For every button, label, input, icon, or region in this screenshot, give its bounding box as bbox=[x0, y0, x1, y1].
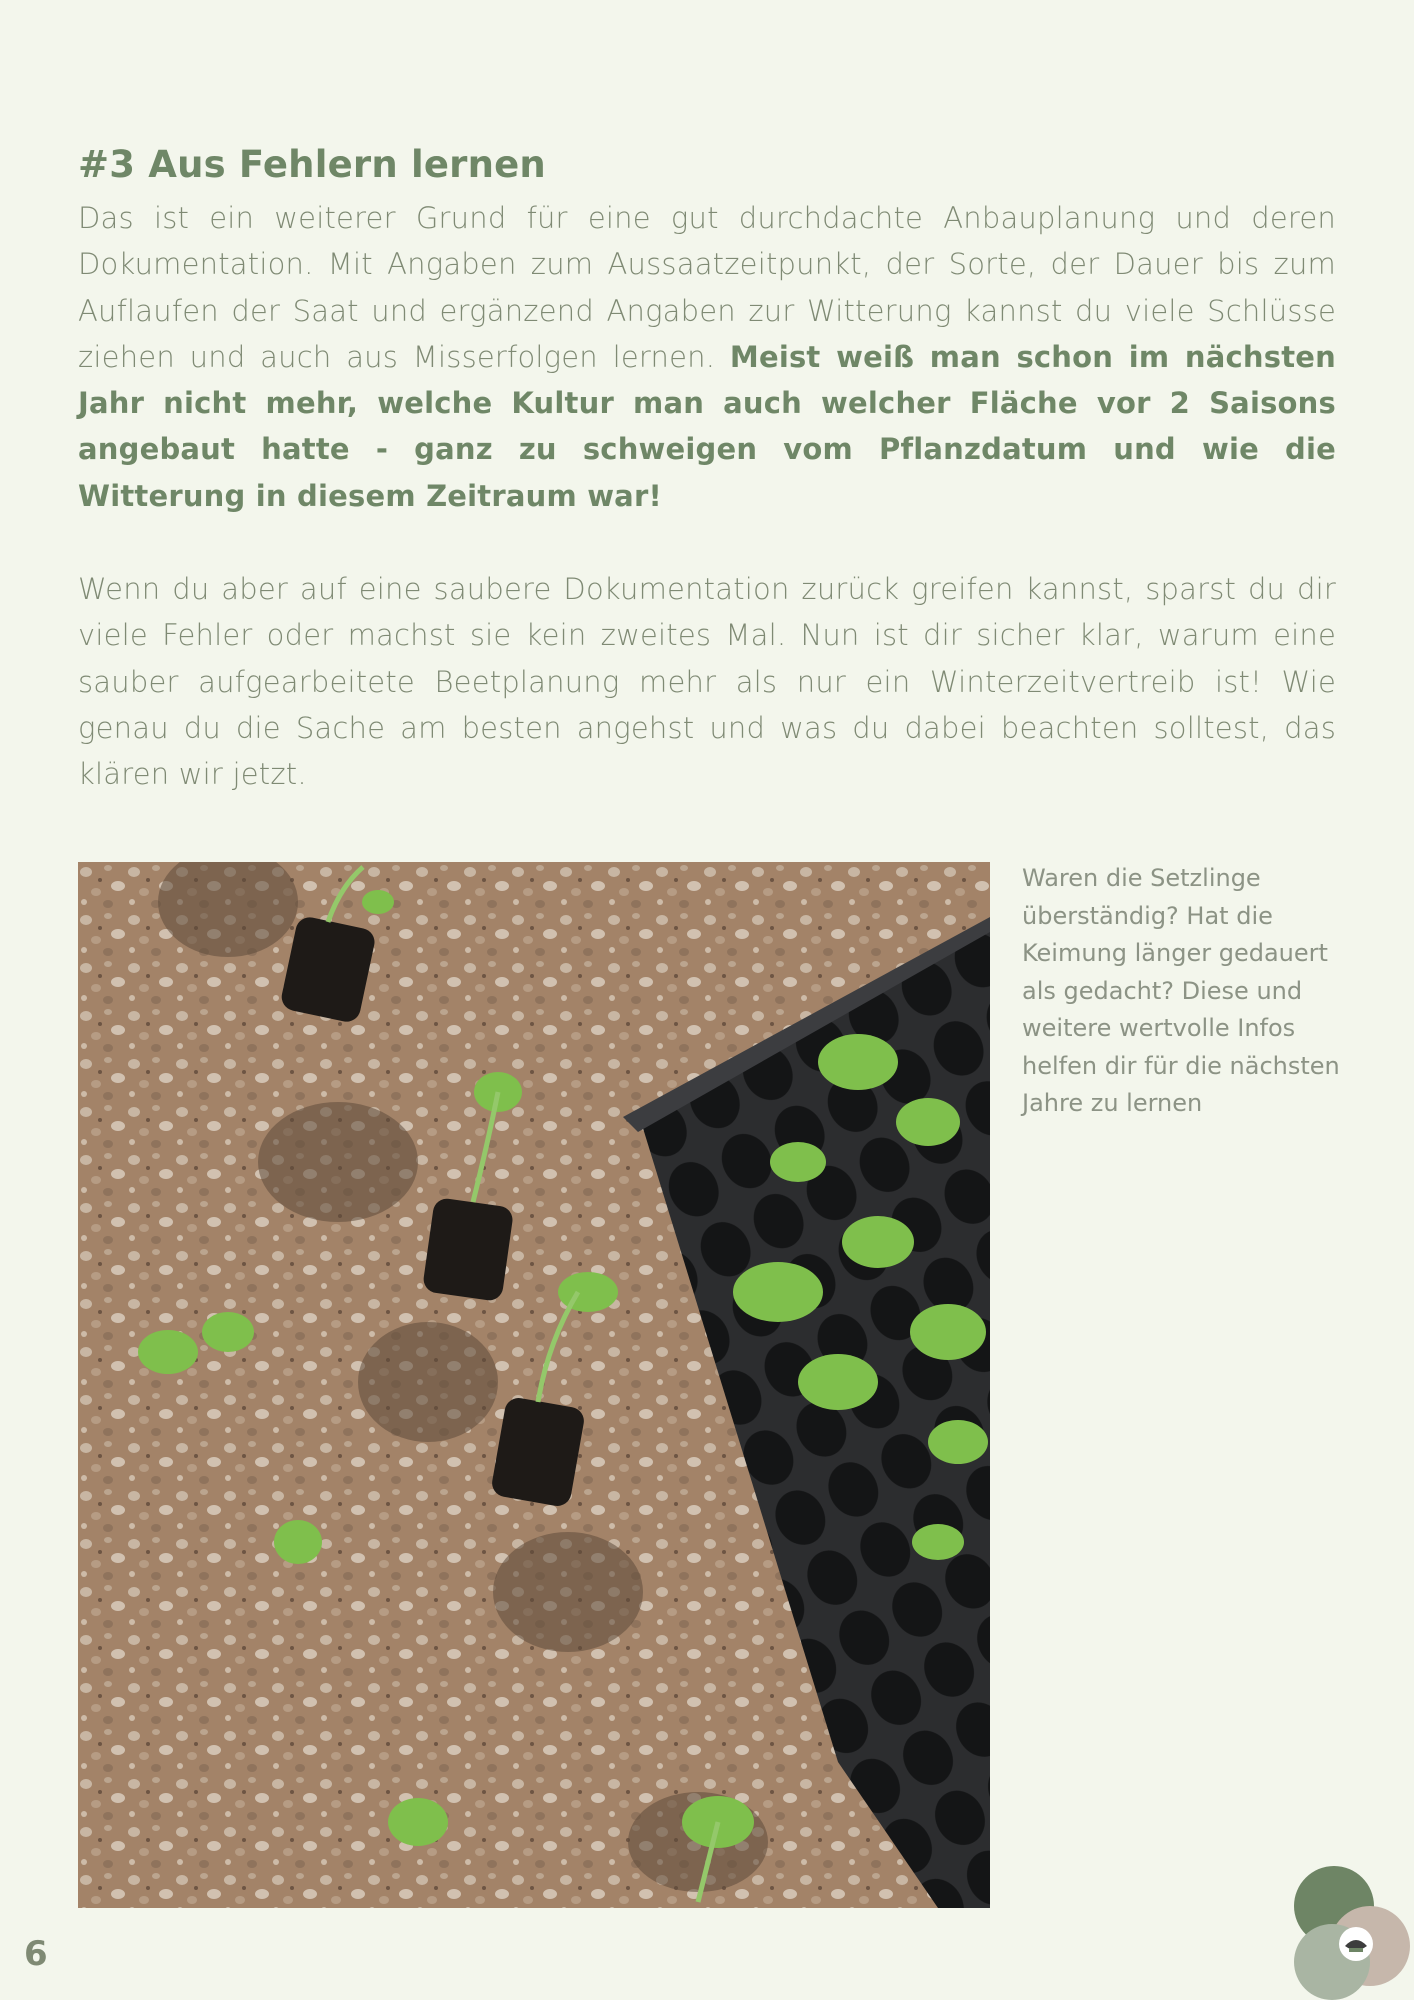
brand-logo-icon bbox=[1284, 1864, 1414, 2000]
seedlings-illustration bbox=[78, 862, 990, 1908]
intro-paragraph bbox=[78, 195, 1336, 519]
photo-caption: Waren die Setzlinge überständig? Hat die Keimung länger gedauert als gedacht? Diese und weitere wertvolle Infos helfen dir für die nächsten Jahre zu lernen bbox=[1022, 864, 1340, 1117]
intro-paragraph-emphasis: Meist weiß man schon im nächsten Jahr nicht mehr, welche Kultur man auch welcher Fläche vor 2 Saisons angebaut hatte - ganz zu schweigen vom Pflanzdatum und wie die Witterung in diesem Zeitraum war! bbox=[78, 339, 1336, 513]
seedlings-photo bbox=[78, 862, 990, 1908]
page-number: 6 bbox=[24, 1934, 48, 1974]
section-heading: #3 Aus Fehlern lernen bbox=[78, 143, 546, 186]
second-paragraph: Wenn du aber auf eine saubere Dokumentation zurück greifen kannst, sparst du dir viele Fehler oder machst sie kein zweites Mal. Nun ist dir sicher klar, warum eine sauber aufgearbeitete Beetplanung mehr als nur ein Winterzeitvertreib ist! Wie genau du die Sache am besten angehst und was du dabei beachten solltest, das klären wir jetzt. bbox=[78, 572, 1336, 792]
intro-paragraph-regular: Das ist ein weiterer Grund für eine gut durchdachte Anbauplanung und deren Dokumentation. Mit Angaben zum Aussaatzeitpunkt, der Sorte, der Dauer bis zum Auflaufen der Saat und ergänzend Angaben zur Witterung kannst du viele Schlüsse ziehen und auch aus Misserfolgen lernen. bbox=[78, 201, 1336, 374]
